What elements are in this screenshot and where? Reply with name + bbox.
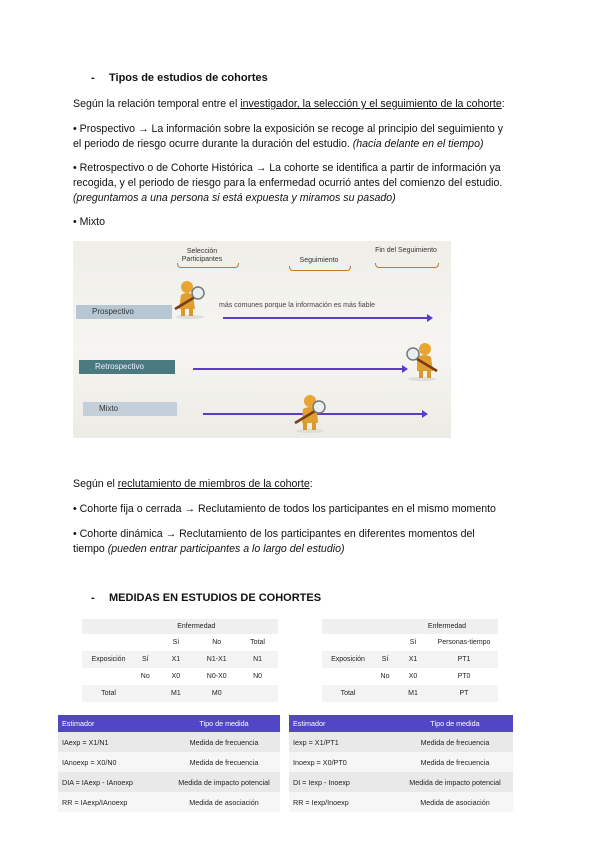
table-row: Exposición Sí X1 PT1 — [322, 651, 498, 668]
arrow-prospectivo — [223, 317, 428, 319]
row-label-mixto: Mixto — [83, 402, 177, 416]
brace-fin — [375, 263, 439, 268]
table-row: Inoexp = X0/PT0 Medida de frecuencia — [289, 752, 513, 772]
header-seguimiento: Seguimiento — [299, 257, 339, 264]
prospectivo-paragraph: • Prospectivo → La información sobre la exposición se recoge al principio del seguimiento y el periodo de riesgo ocurre durante la duración del estudio. (hacia delante en el tiempo) — [73, 123, 504, 150]
section-title-medidas: - MEDIDAS EN ESTUDIOS DE COHORTES — [91, 592, 322, 604]
investigator-figure-prospectivo — [173, 279, 207, 319]
arrow-retrospectivo — [193, 368, 403, 370]
contingency-table-right: Enfermedad Sí Personas-tiempo Exposición Sí X1 PT1 No X0 PT0 Total M1 PT — [322, 619, 498, 702]
row-label-retrospectivo: Retrospectivo — [79, 360, 175, 374]
section-title-tipos: - Tipos de estudios de cohortes — [91, 72, 268, 84]
table-row: No X0 N0-X0 N0 — [140, 673, 263, 680]
table-row: RR = IAexp/IAnoexp Medida de asociación — [58, 792, 280, 812]
cohorte-fija: • Cohorte fija o cerrada → Reclutamiento de todos los participantes en el mismo momento — [73, 503, 496, 515]
estimator-table-left: Estimador Tipo de medida IAexp = X1/N1 Medida de frecuencia IAnoexp = X0/N0 Medida de frecuencia DIA = IAexp - IAnoexp Medida de impacto potencial RR = IAexp/IAnoexp Medida de asociación — [58, 715, 280, 812]
retrospectivo-paragraph: • Retrospectivo o de Cohorte Histórica → La cohorte se identifica a partir de información ya recogida, y el periodo de riesgo para la enfermedad ocurrió antes del comienzo del estudio. (preguntamos a una persona si está expuesta y miramos su pasado) — [73, 162, 503, 204]
table-row: Exposición Sí X1 N1-X1 N1 — [82, 651, 278, 668]
intro-reclutamiento: Según el reclutamiento de miembros de la cohorte: — [73, 478, 313, 490]
header-seleccion: Selección Participantes — [181, 248, 223, 263]
prospectivo-note: más comunes porque la información es más fiable — [219, 302, 376, 309]
estimator-table-right: Estimador Tipo de medida Iexp = X1/PT1 Medida de frecuencia Inoexp = X0/PT0 Medida de frecuencia DI = Iexp - Inoexp Medida de impacto potencial RR = Iexp/Inoexp Medida de asociación — [289, 715, 513, 812]
header-enfermedad-right: Enfermedad — [396, 619, 498, 634]
header-enfermedad: Enfermedad — [155, 619, 237, 634]
cohorte-dinamica: • Cohorte dinámica → Reclutamiento de los participantes en diferentes momentos del tiempo (pueden entrar participantes a lo largo del estudio) — [73, 528, 475, 555]
table-row: DIA = IAexp - IAnoexp Medida de impacto potencial — [58, 772, 280, 792]
table-row: RR = Iexp/Inoexp Medida de asociación — [289, 792, 513, 812]
table-row: IAexp = X1/N1 Medida de frecuencia — [58, 732, 280, 752]
brace-seleccion — [177, 263, 239, 268]
table-row: DI = Iexp - Inoexp Medida de impacto potencial — [289, 772, 513, 792]
intro-temporal: Según la relación temporal entre el investigador, la selección y el seguimiento de la cohorte: — [73, 98, 505, 110]
table-row: Total M1 M0 — [82, 685, 278, 702]
table-row: No X0 PT0 — [380, 673, 471, 680]
header-fin: Fin del Seguimiento — [375, 247, 437, 254]
investigator-figure-mixto — [293, 393, 327, 433]
row-label-prospectivo: Prospectivo — [76, 305, 172, 319]
table-row: Total M1 PT — [322, 685, 498, 702]
table-row: IAnoexp = X0/N0 Medida de frecuencia — [58, 752, 280, 772]
contingency-table-left: Enfermedad Sí No Total Exposición Sí X1 N1-X1 N1 No X0 N0-X0 N0 Total M1 M0 — [82, 619, 278, 702]
mixto-bullet: • Mixto — [73, 216, 105, 228]
table-row: Iexp = X1/PT1 Medida de frecuencia — [289, 732, 513, 752]
brace-seguimiento — [289, 266, 351, 271]
cohort-types-diagram — [73, 241, 451, 438]
investigator-figure-retrospectivo — [405, 341, 439, 381]
